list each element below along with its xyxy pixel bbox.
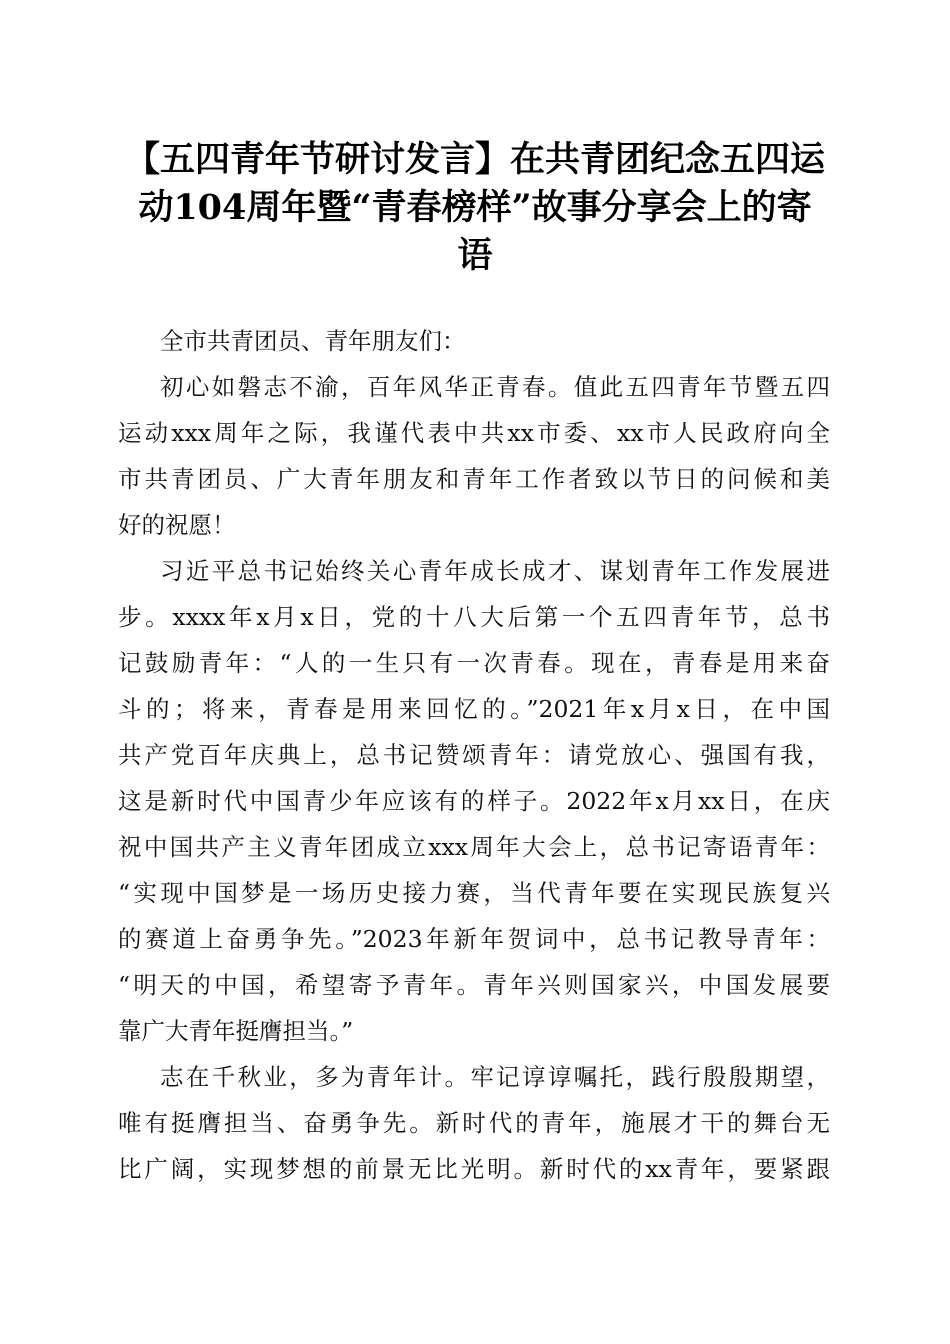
paragraph-2-line: 这是新时代中国青少年应该有的样子。2022年x月xx日，在庆 bbox=[118, 787, 830, 815]
paragraph-2-line: 斗的；将来，青春是用来回忆的。”2021年x月x日，在中国 bbox=[118, 695, 830, 723]
title-line: 动104周年暨“青春榜样”故事分享会上的寄 bbox=[138, 187, 812, 228]
paragraph-1-line: 运动xxx周年之际，我谨代表中共xx市委、xx市人民政府向全 bbox=[118, 419, 830, 447]
paragraph-3-line: 唯有挺膺担当、奋勇争先。新时代的青年，施展才干的舞台无 bbox=[118, 1109, 830, 1137]
paragraph-2-line: 共产党百年庆典上，总书记赞颂青年：请党放心、强国有我， bbox=[118, 741, 830, 769]
paragraph-1-line: 好的祝愿！ bbox=[118, 511, 236, 539]
document-body bbox=[118, 318, 830, 1192]
paragraph-2-line: 祝中国共产主义青年团成立xxx周年大会上，总书记寄语青年： bbox=[118, 833, 830, 861]
paragraph-2-line: 的赛道上奋勇争先。”2023年新年贺词中，总书记教导青年： bbox=[118, 925, 830, 953]
paragraph-2-line: 习近平总书记始终关心青年成长成才、谋划青年工作发展进 bbox=[160, 557, 830, 585]
paragraph-2-line: 靠广大青年挺膺担当。” bbox=[118, 1017, 354, 1045]
paragraph-2-line: 记鼓励青年：“人的一生只有一次青春。现在，青春是用来奋 bbox=[118, 649, 830, 677]
paragraph-1-line: 市共青团员、广大青年朋友和青年工作者致以节日的问候和美 bbox=[118, 465, 830, 493]
title-line: 【五四青年节研讨发言】在共青团纪念五四运 bbox=[124, 139, 825, 180]
salutation: 全市共青团员、青年朋友们： bbox=[160, 327, 466, 355]
document-title bbox=[110, 136, 840, 280]
paragraph-2-line: “明天的中国，希望寄予青年。青年兴则国家兴，中国发展要 bbox=[118, 971, 830, 999]
paragraph-2-line: 步。xxxx年x月x日，党的十八大后第一个五四青年节，总书 bbox=[118, 603, 830, 631]
paragraph-1-line: 初心如磐志不渝，百年风华正青春。值此五四青年节暨五四 bbox=[160, 373, 830, 401]
paragraph-3-line: 比广阔，实现梦想的前景无比光明。新时代的xx青年，要紧跟 bbox=[118, 1155, 830, 1183]
paragraph-3-line: 志在千秋业，多为青年计。牢记谆谆嘱托，践行殷殷期望， bbox=[160, 1063, 830, 1091]
paragraph-2-line: “实现中国梦是一场历史接力赛，当代青年要在实现民族复兴 bbox=[118, 879, 830, 907]
title-line: 语 bbox=[457, 235, 493, 276]
